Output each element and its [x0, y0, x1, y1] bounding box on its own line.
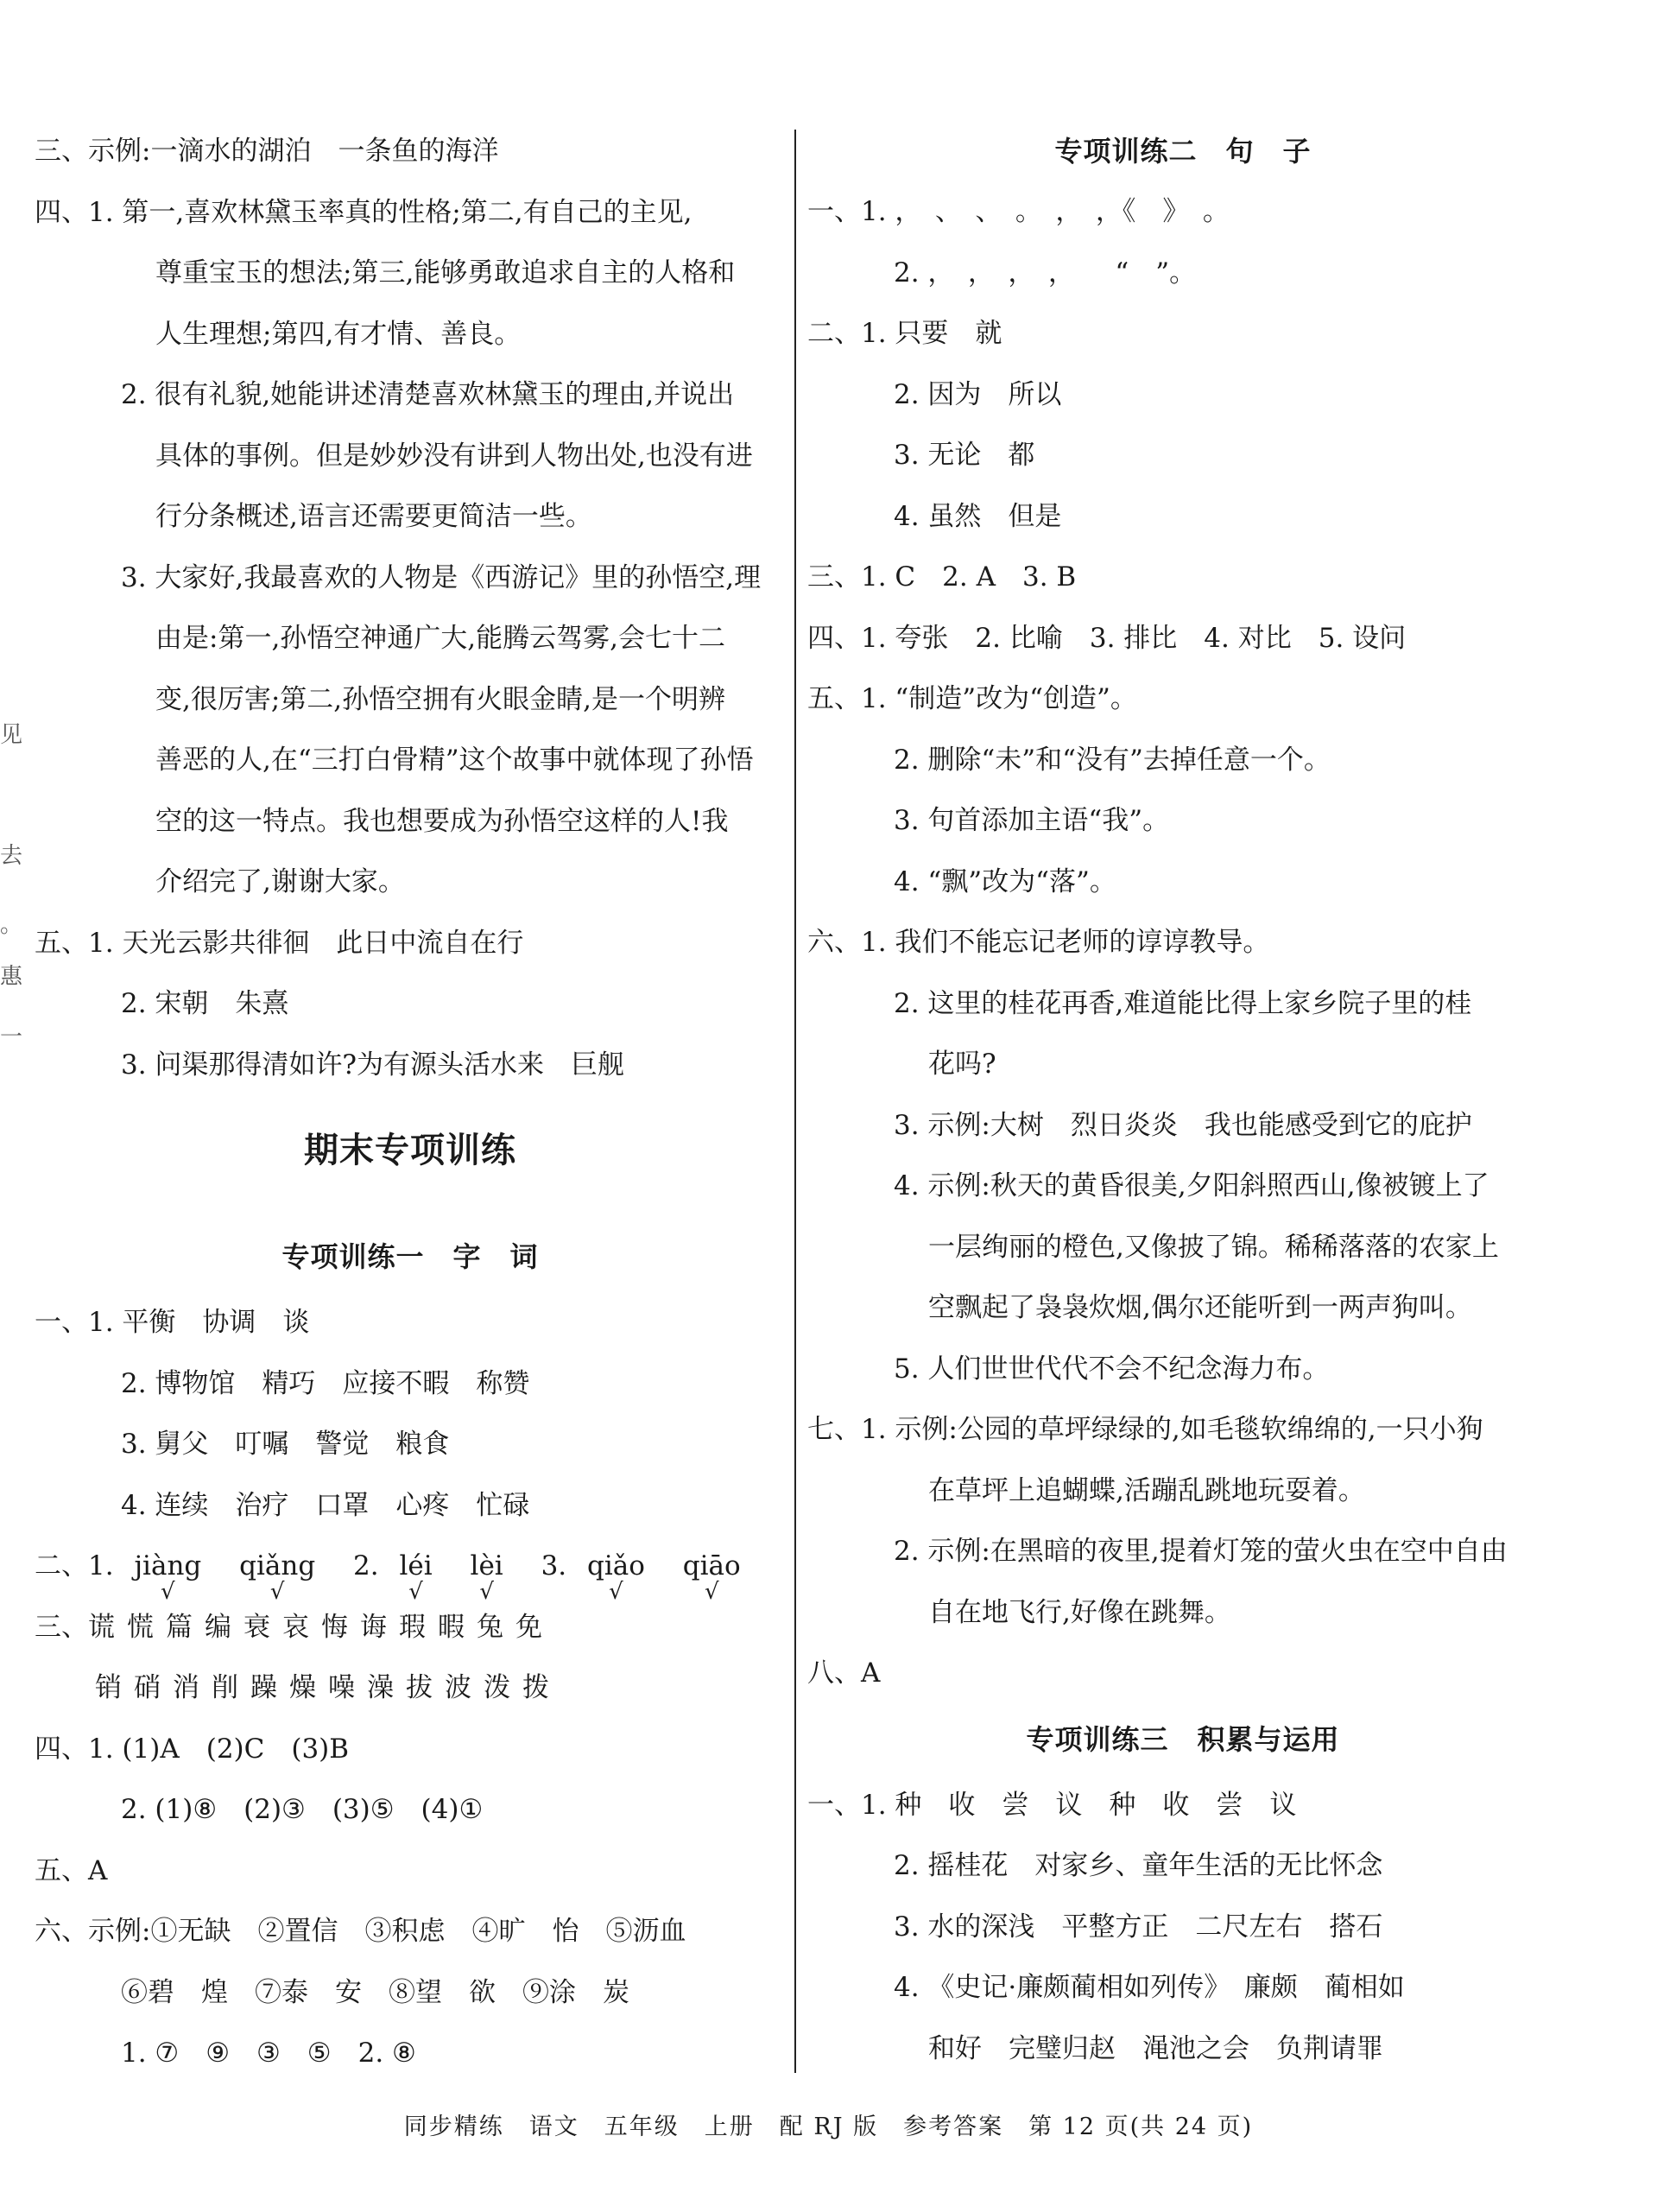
answer-line: 2. 示例:在黑暗的夜里,提着灯笼的萤火虫在空中自由: [894, 1536, 1508, 1567]
margin-char: 去: [0, 843, 23, 869]
char: 泼: [484, 1672, 510, 1703]
page-title: 期末专项训练: [304, 1131, 516, 1170]
char: 消: [173, 1672, 199, 1703]
char: 瑕: [399, 1611, 426, 1643]
char: 硝: [134, 1672, 161, 1703]
answer-line: 4. 《史记·廉颇蔺相如列传》 廉颇 蔺相如: [894, 1972, 1405, 2003]
answer-line: 2. 摇桂花 对家乡、童年生活的无比怀念: [894, 1850, 1383, 1881]
char: 兔: [477, 1611, 503, 1643]
answer-line: 2. 删除“未”和“没有”去掉任意一个。: [894, 744, 1331, 776]
answer-line: 和好 完璧归赵 渑池之会 负荆请罪: [928, 2032, 1383, 2064]
answer-line: 四、1. (1)A (2)C (3)B: [35, 1733, 350, 1765]
answer-line: 五、A: [35, 1854, 108, 1886]
char: 削: [212, 1672, 238, 1703]
char: 编: [205, 1611, 231, 1643]
answer-line: 3. 示例:大树 烈日炎炎 我也能感受到它的庇护: [894, 1109, 1472, 1141]
answer-line: 2. 很有礼貌,她能讲述清楚喜欢林黛玉的理由,并说出: [121, 379, 735, 410]
char: 衰: [243, 1611, 270, 1643]
char: 哀: [282, 1611, 309, 1643]
item-number: 3.: [541, 1550, 567, 1581]
margin-char: 惠: [0, 964, 23, 990]
item-number: 2.: [353, 1550, 379, 1581]
answer-line: 由是:第一,孙悟空神通广大,能腾云驾雾,会七十二: [155, 623, 726, 654]
pinyin-option: léi √: [399, 1536, 432, 1597]
check-mark: √: [609, 1579, 623, 1605]
pinyin-option: qiāo √: [683, 1536, 741, 1597]
answer-line: 七、1. 示例:公园的草坪绿绿的,如毛毯软绵绵的,一只小狗: [807, 1414, 1483, 1445]
answer-line: 在草坪上追蝴蝶,活蹦乱跳地玩耍着。: [928, 1474, 1365, 1506]
char: 拔: [406, 1672, 433, 1703]
answer-line: 自在地飞行,好像在跳舞。: [928, 1596, 1231, 1628]
check-mark: √: [269, 1579, 285, 1605]
section-title: 专项训练二 句 子: [1054, 135, 1312, 168]
check-mark: √: [479, 1579, 494, 1605]
answer-line: 三、示例:一滴水的湖泊 一条鱼的海洋: [35, 136, 499, 167]
answer-line: 一、1. 种 收 尝 议 种 收 尝 议: [807, 1789, 1297, 1821]
answer-line: 一、1. 平衡 协调 谈: [35, 1307, 310, 1338]
margin-char: 见: [0, 722, 23, 748]
char: 销: [95, 1672, 122, 1703]
answer-line: 空的这一特点。我也想要成为孙悟空这样的人!我: [155, 805, 729, 837]
section-title: 专项训练一 字 词: [281, 1240, 539, 1273]
char: 拨: [522, 1672, 549, 1703]
char: 篇: [166, 1611, 193, 1643]
check-mark: √: [161, 1579, 175, 1605]
char: 躁: [250, 1672, 277, 1703]
answer-line: 空飘起了袅袅炊烟,偶尔还能听到一两声狗叫。: [928, 1292, 1472, 1323]
char: 波: [445, 1672, 471, 1703]
answer-line: 变,很厉害;第二,孙悟空拥有火眼金睛,是一个明辨: [155, 683, 726, 715]
column-divider: [794, 130, 796, 2073]
answer-line: 2. ， ， ， ， “ ”。: [894, 257, 1197, 288]
pinyin-line: [35, 1536, 786, 1605]
char-row: [35, 1657, 786, 1719]
right-column: [807, 121, 1559, 2079]
answer-line: 四、1. 夸张 2. 比喻 3. 排比 4. 对比 5. 设问: [807, 622, 1407, 654]
answer-line: 2. (1)⑧ (2)③ (3)⑤ (4)①: [121, 1794, 484, 1825]
page-footer: 同步精练 语文 五年级 上册 配 RJ 版 参考答案 第 12 页(共 24 页): [403, 2114, 1254, 2140]
answer-line: 善恶的人,在“三打白骨精”这个故事中就体现了孙悟: [155, 745, 754, 776]
answer-line: 3. 句首添加主语“我”。: [894, 805, 1170, 836]
char: 慌: [127, 1611, 154, 1643]
char: 诲: [360, 1611, 387, 1643]
char: 暇: [438, 1611, 465, 1643]
char: 悔: [321, 1611, 348, 1643]
answer-line: 三、1. C 2. A 3. B: [807, 561, 1077, 593]
char: 澡: [367, 1672, 394, 1703]
section-title: 专项训练三 积累与运用: [1026, 1722, 1340, 1756]
answer-line: 尊重宝玉的想法;第三,能够勇敢追求自主的人格和: [155, 257, 736, 288]
item-number: 三、: [35, 1611, 88, 1643]
answer-line: 2. 这里的桂花再香,难道能比得上家乡院子里的桂: [894, 987, 1472, 1019]
answer-line: 六、示例:①无缺 ②置信 ③积虑 ④旷 怡 ⑤沥血: [35, 1916, 686, 1947]
item-number: 二、1.: [35, 1550, 114, 1581]
char: 免: [515, 1611, 542, 1643]
answer-line: 3. 大家好,我最喜欢的人物是《西游记》里的孙悟空,理: [121, 561, 762, 593]
answer-line: 1. ⑦ ⑨ ③ ⑤ 2. ⑧: [121, 2038, 416, 2069]
pinyin-option: jiàng √: [134, 1536, 201, 1597]
check-mark: √: [704, 1579, 719, 1605]
answer-line: 4. 示例:秋天的黄昏很美,夕阳斜照西山,像被镀上了: [894, 1170, 1489, 1201]
pinyin-option: qiǎo √: [587, 1536, 645, 1597]
margin-char: 一: [0, 1024, 23, 1050]
answer-line: ⑥碧 煌 ⑦泰 安 ⑧望 欲 ⑨涂 炭: [121, 1976, 629, 2008]
answer-line: 一、1. ， 、 、 。 ， ，《 》 。: [807, 196, 1230, 227]
answer-line: 5. 人们世世代代不会不纪念海力布。: [894, 1353, 1330, 1385]
answer-line: 4. 虽然 但是: [894, 500, 1062, 532]
answer-line: 行分条概述,语言还需要更简洁一些。: [155, 501, 592, 532]
pinyin-option: qiǎng √: [239, 1536, 315, 1597]
answer-line: 3. 问渠那得清如许?为有源头活水来 巨舰: [121, 1049, 625, 1081]
answer-line: 3. 无论 都: [894, 440, 1035, 471]
char: 谎: [88, 1611, 115, 1643]
answer-line: 4. 连续 治疗 口罩 心疼 忙碌: [121, 1489, 530, 1521]
answer-line: 四、1. 第一,喜欢林黛玉率真的性格;第二,有自己的主见,: [35, 196, 693, 228]
answer-line: 五、1. “制造”改为“创造”。: [807, 683, 1137, 714]
answer-line: 介绍完了,谢谢大家。: [155, 866, 405, 897]
answer-line: 六、1. 我们不能忘记老师的谆谆教导。: [807, 927, 1270, 958]
answer-line: 具体的事例。但是妙妙没有讲到人物出处,也没有进: [155, 440, 753, 472]
answer-line: 2. 因为 所以: [894, 378, 1062, 410]
answer-line: 3. 水的深浅 平整方正 二尺左右 搭石: [894, 1911, 1383, 1943]
answer-line: 五、1. 天光云影共徘徊 此日中流自在行: [35, 927, 524, 959]
answer-line: 花吗?: [928, 1049, 996, 1080]
char: 燥: [289, 1672, 316, 1703]
pinyin-option: lèi √: [471, 1536, 503, 1597]
answer-line: 人生理想;第四,有才情、善良。: [155, 318, 522, 350]
answer-line: 一层绚丽的橙色,又像披了锦。稀稀落落的农家上: [928, 1231, 1499, 1263]
answer-line: 3. 舅父 叮嘱 警觉 粮食: [121, 1429, 450, 1460]
answer-line: 4. “飘”改为“落”。: [894, 865, 1116, 897]
answer-line: 八、A: [807, 1657, 881, 1689]
check-mark: √: [408, 1579, 423, 1605]
answer-line: 2. 宋朝 朱熹: [121, 988, 289, 1019]
margin-char: 。: [0, 912, 23, 938]
answer-line: 二、1. 只要 就: [807, 318, 1002, 349]
left-column: [35, 121, 786, 2084]
answer-line: 2. 博物馆 精巧 应接不暇 称赞: [121, 1367, 530, 1399]
char: 噪: [328, 1672, 355, 1703]
